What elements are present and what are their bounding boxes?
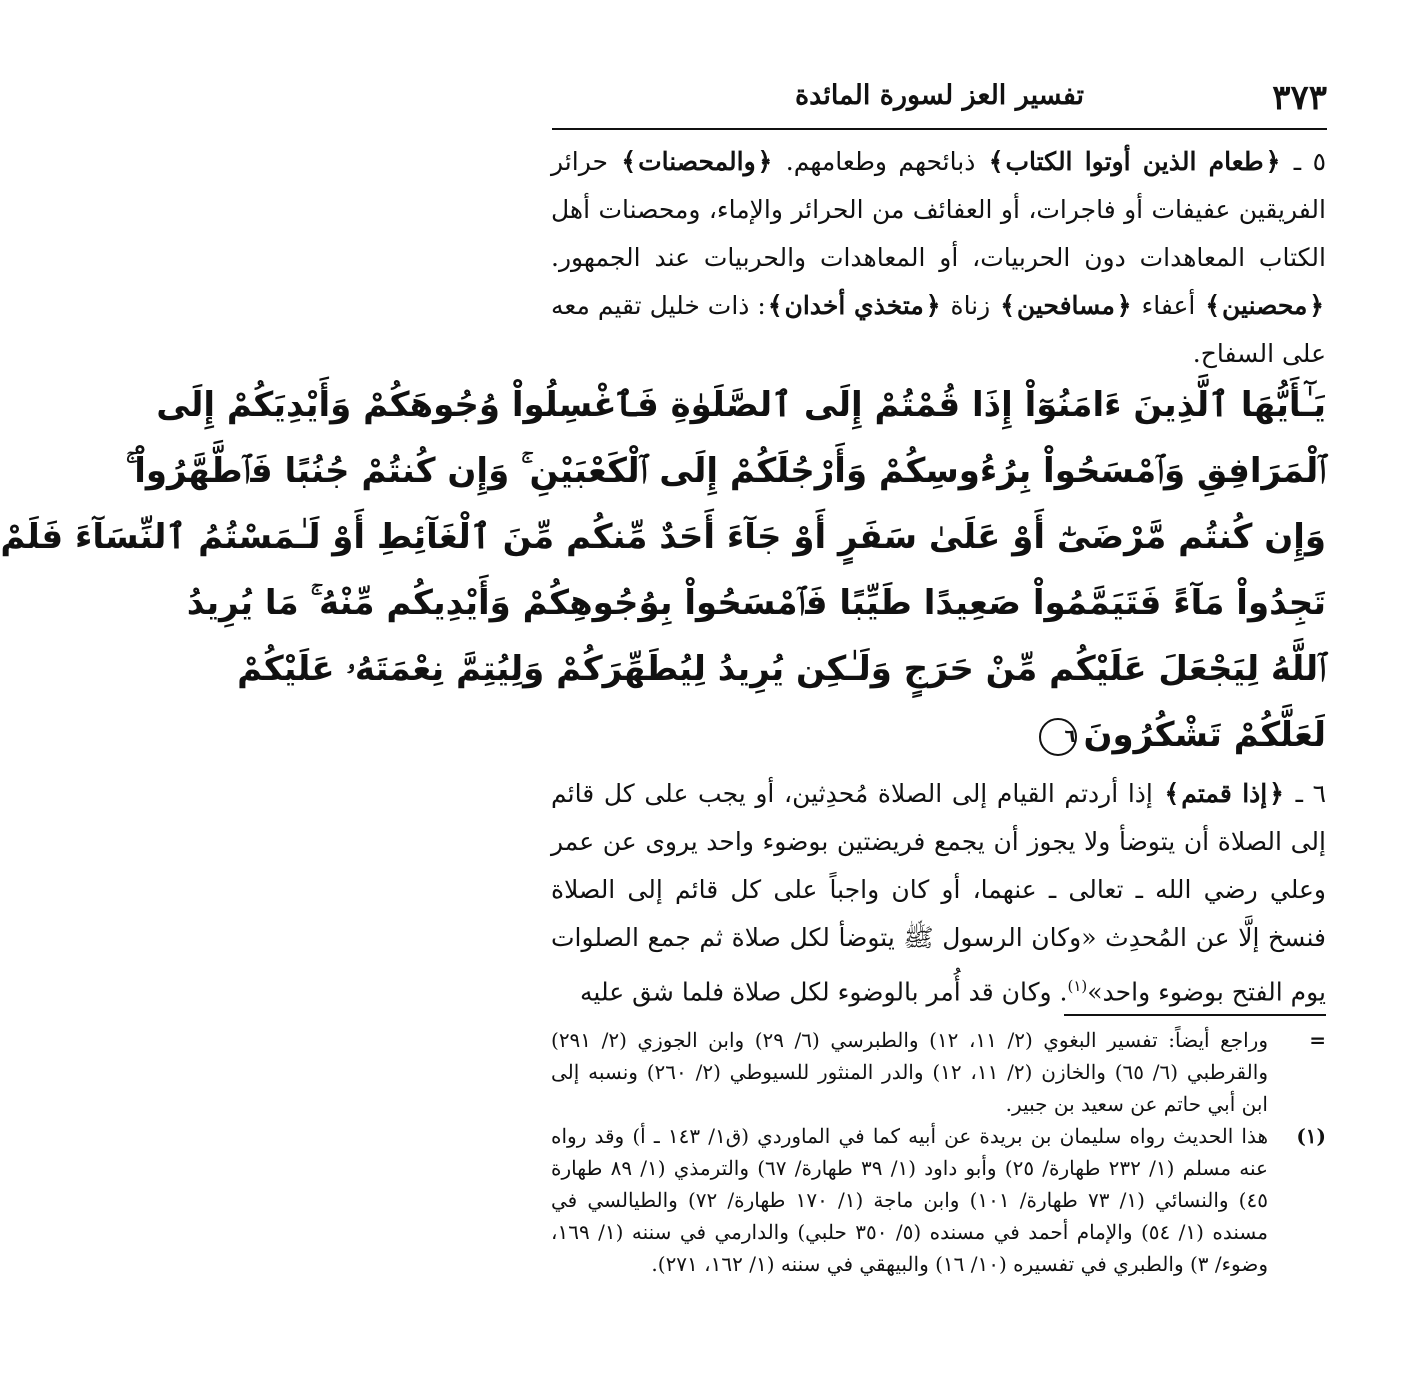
footnote-marker: = <box>1309 1028 1326 1052</box>
header-rule <box>552 128 1327 130</box>
commentary-text: ذبائحهم وطعامهم. <box>774 147 987 176</box>
commentary-text: زناة <box>942 291 999 320</box>
page-header <box>552 72 1327 128</box>
footnote-text: وراجع أيضاً: تفسير البغوي (٢/ ١١، ١٢) والطبرسي (٦/ ٢٩) وابن الجوزي (٢/ ٢٩١) والقرطبي (٦/ ٦٥) والخازن (٢/ ١١، ١٢) والدر المنثور للسيوطي (٢/ ٢٦٠) ونسبه إلى ابن أبي حاتم عن سعيد بن جبير. <box>551 1028 1268 1116</box>
commentary-text: حرائر الفريقين عفيفات أو فاجرات، أو العفائف من الحرائر والإماء، ومحصنات أهل الكتاب المعاهدات دون الحربيات، أو المعاهدات والحربيات عند الجمهور. <box>551 147 1326 272</box>
page-number: ٣٧٣ <box>1272 78 1327 118</box>
verse-line: تَجِدُواْ مَآءً فَتَيَمَّمُواْ صَعِيدًا طَيِّبًا فَٱمْسَحُواْ بِوُجُوهِكُمْ وَأَيْدِيكُم مِّنْهُ ۚ مَا يُرِيدُ <box>186 583 1326 623</box>
commentary-text: : ذات خليل تقيم معه على السفاح. <box>551 291 1326 368</box>
verse-line: يَـٰٓأَيُّهَا ٱلَّذِينَ ءَامَنُوٓاْ إِذَا قُمْتُمْ إِلَى ٱلصَّلَوٰةِ فَٱغْسِلُواْ وُجُوهَكُمْ وَأَيْدِيَكُمْ إِلَى <box>156 385 1326 425</box>
commentary-text: أعفاء <box>1133 291 1204 320</box>
running-title: تفسير العز لسورة المائدة <box>795 80 1084 111</box>
quoted-term: مسافحين <box>1016 291 1115 320</box>
quoted-term: محصنين <box>1222 291 1308 320</box>
ayah-number-marker: ٦ <box>1039 718 1077 756</box>
footnote-text: هذا الحديث رواه سليمان بن بريدة عن أبيه كما في الماوردي (ق١/ ١٤٣ ـ أ) وقد رواه عنه مسلم (١/ ٢٣٢ طهارة/ ٢٥) وأبو داود (١/ ٣٩ طهارة/ ٦٧) والترمذي (١/ ٨٩ طهارة ٤٥) والنسائي (١/ ٧٣ طهارة/ ١٠١) وابن ماجة (١/ ١٧٠ طهارة/ ٧٢) والطيالسي في مسنده (١/ ٥٤) والإمام أحمد في مسنده (٥/ ٣٥٠ حلبي) والدارمي في سننه (١/ ١٦٩، وضوء/ ٣) والطبري في تفسيره (١٠/ ١٦) والبيهقي في سننه (١/ ١٦٢، ٢٧١). <box>551 1124 1268 1276</box>
commentary-paragraph-5: ٥ ـ ﴿طعام الذين أوتوا الكتاب﴾ ذبائحهم وطعامهم. ﴿والمحصنات﴾ حرائر الفريقين عفيفات أو فاجرات، أو العفائف من الحرائر والإماء، ومحصنات أهل الكتاب المعاهدات دون الحربيات، أو المعاهدات والحربيات عند الجمهور. ﴿محصنين﴾ أعفاء ﴿مسافحين﴾ زناة ﴿متخذي أخدان﴾: ذات خليل تقيم معه على السفاح. <box>551 147 1327 368</box>
verse-line: ٱلْمَرَافِقِ وَٱمْسَحُواْ بِرُءُوسِكُمْ وَأَرْجُلَكُمْ إِلَى ٱلْكَعْبَيْنِ ۚ وَإِن كُنتُمْ جُنُبًا فَٱطَّهَّرُواْ ۚ <box>125 451 1326 491</box>
quran-verse <box>0 372 1326 768</box>
verse-line: ٱللَّهُ لِيَجْعَلَ عَلَيْكُم مِّنْ حَرَجٍ وَلَـٰكِن يُرِيدُ لِيُطَهِّرَكُمْ وَلِيُتِمَّ نِعْمَتَهُۥ عَلَيْكُمْ <box>237 649 1326 689</box>
verse-line-last <box>551 702 1326 768</box>
commentary-text: . وكان قد أُمر بالوضوء لكل صلاة فلما شق عليه <box>580 977 1068 1007</box>
footnote-reference: (١) <box>1067 977 1088 995</box>
quoted-term: متخذي أخدان <box>784 291 924 320</box>
verse-line: وَإِن كُنتُم مَّرْضَىٰٓ أَوْ عَلَىٰ سَفَرٍ أَوْ جَآءَ أَحَدٌ مِّنكُم مِّنَ ٱلْغَآئِطِ أَوْ لَـٰمَسْتُمُ ٱلنِّسَآءَ فَلَمْ <box>0 517 1326 557</box>
paragraph-number: ٦ ـ <box>1295 779 1327 808</box>
commentary-text: إذا أردتم القيام إلى الصلاة مُحدِثين، أو يجب على كل قائم إلى الصلاة أن يتوضأ ولا يجوز أن يجمع فريضتين بوضوء واحد يروى عن عمر وعلي رضي الله ـ تعالى ـ عنهما، أو كان واجباً على كل قائم إلى الصلاة فنسخ إلَّا عن المُحدِث «وكان الرسول ﷺ يتوضأ لكل صلاة ثم جمع الصلوات يوم الفتح بوضوء واحد» <box>551 779 1326 1007</box>
footnote-1 <box>551 1120 1326 1280</box>
quoted-term: والمحصنات <box>638 147 756 176</box>
paragraph-number: ٥ ـ <box>1293 147 1327 176</box>
footnotes <box>551 1024 1326 1280</box>
footnote-marker: (١) <box>1296 1124 1326 1148</box>
commentary-paragraph-6: ٦ ـ ﴿إذا قمتم﴾ إذا أردتم القيام إلى الصلاة مُحدِثين، أو يجب على كل قائم إلى الصلاة أن يتوضأ ولا يجوز أن يجمع فريضتين بوضوء واحد يروى عن عمر وعلي رضي الله ـ تعالى ـ عنهما، أو كان واجباً على كل قائم إلى الصلاة فنسخ إلَّا عن المُحدِث «وكان الرسول ﷺ يتوضأ لكل صلاة ثم جمع الصلوات يوم الفتح بوضوء واحد»$^{(١)}$. وكان قد أُمر بالوضوء لكل صلاة فلما شق عليه <box>551 779 1327 1007</box>
verse-line-text: لَعَلَّكُمْ تَشْكُرُونَ <box>1083 715 1326 755</box>
footnote-continued <box>551 1024 1326 1120</box>
quoted-term: إذا قمتم <box>1181 779 1268 808</box>
footnote-separator <box>1064 1014 1326 1016</box>
quoted-term: طعام الذين أوتوا الكتاب <box>1005 147 1264 176</box>
